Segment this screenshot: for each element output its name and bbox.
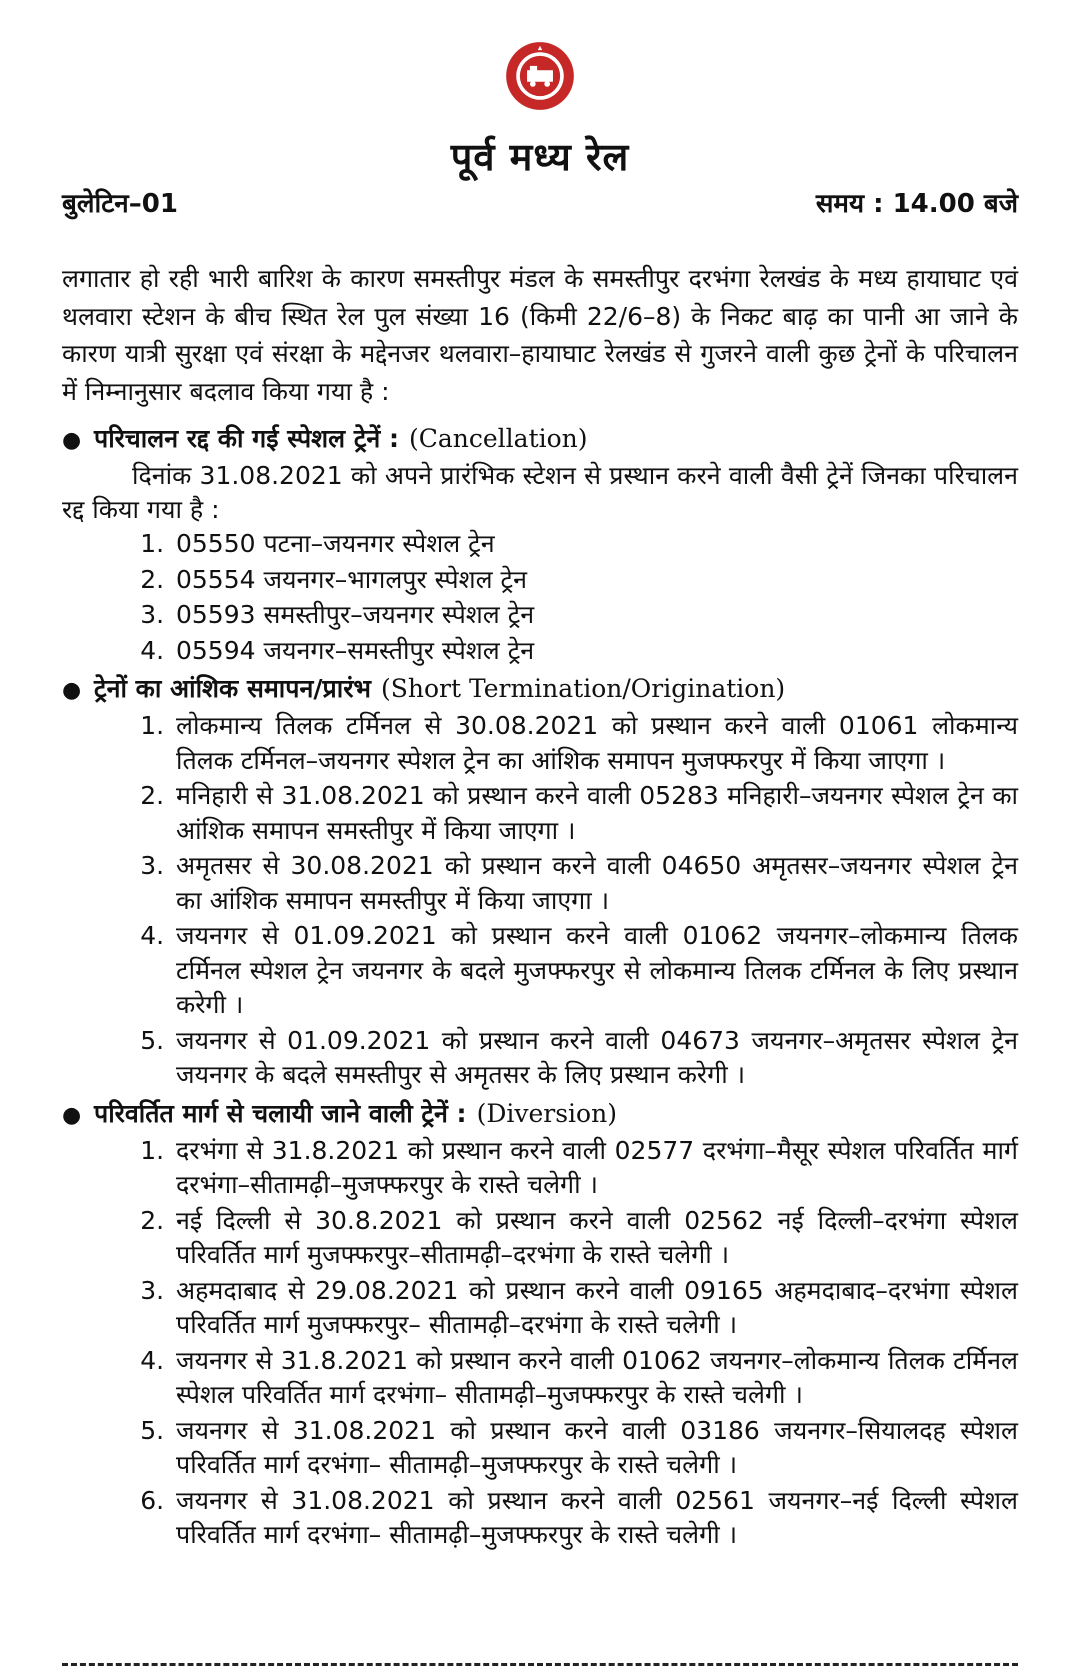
- bottom-divider: [62, 1663, 1018, 1666]
- bulletin-number: बुलेटिन–01: [62, 189, 178, 219]
- cancellation-paragraph: दिनांक 31.08.2021 को अपने प्रारंभिक स्टेशन से प्रस्थान करने वाली वैसी ट्रेनें जिनका परिचालन रद्द किया गया है :: [62, 461, 1018, 524]
- intro-paragraph: लगातार हो रही भारी बारिश के कारण समस्तीपुर मंडल के समस्तीपुर दरभंगा रेलखंड के मध्य हायाघाट एवं थलवारा स्टेशन के बीच स्थित रेल पुल संख्या 16 (किमी 22/6–8) के निकट बाढ़ का पानी आ जाने के कारण यात्री सुरक्षा एवं संरक्षा के मद्देनजर थलवारा–हायाघाट रेलखंड से गुजरने वाली कुछ ट्रेनों के परिचालन में निम्नानुसार बदलाव किया गया है :: [62, 264, 1018, 406]
- short-termination-heading-en: (Short Termination/Origination): [381, 674, 786, 703]
- list-item: 2. मनिहारी से 31.08.2021 को प्रस्थान करने वाली 05283 मनिहारी–जयनगर स्पेशल ट्रेन का आंशिक समापन समस्तीपुर में किया जाएगा ।: [172, 779, 1018, 848]
- short-termination-list: [62, 709, 1018, 1093]
- cancellation-heading-en: (Cancellation): [409, 424, 588, 453]
- short-termination-section: [62, 670, 1018, 1093]
- diversion-section: [62, 1095, 1018, 1553]
- list-item: 3. अहमदाबाद से 29.08.2021 को प्रस्थान करने वाली 09165 अहमदाबाद–दरभंगा स्पेशल परिवर्तित मार्ग मुजफ्फरपुर– सीतामढ़ी–दरभंगा के रास्ते चलेगी ।: [172, 1274, 1018, 1343]
- bulletin-time: समय : 14.00 बजे: [815, 189, 1018, 219]
- bullet-icon: ●: [62, 428, 82, 453]
- cancellation-heading: [62, 420, 1018, 459]
- list-item: 3. अमृतसर से 30.08.2021 को प्रस्थान करने वाली 04650 अमृतसर–जयनगर स्पेशल ट्रेन का आंशिक समापन समस्तीपुर में किया जाएगा ।: [172, 849, 1018, 918]
- list-item: 5. जयनगर से 01.09.2021 को प्रस्थान करने वाली 04673 जयनगर–अमृतसर स्पेशल ट्रेन जयनगर के बदले समस्तीपुर से अमृतसर के लिए प्रस्थान करेगी ।: [172, 1024, 1018, 1093]
- bulletin-meta-row: [62, 184, 1018, 220]
- bullet-icon: ●: [62, 678, 82, 703]
- logo-container: [62, 40, 1018, 112]
- organization-title: पूर्व मध्य रेल: [450, 135, 630, 179]
- bullet-icon: ●: [62, 1102, 82, 1128]
- list-item: 3. 05593 समस्तीपुर–जयनगर स्पेशल ट्रेन: [172, 598, 1018, 633]
- list-item: 2. नई दिल्ली से 30.8.2021 को प्रस्थान करने वाली 02562 नई दिल्ली–दरभंगा स्पेशल परिवर्तित मार्ग मुजफ्फरपुर–सीतामढ़ी–दरभंगा के रास्ते चलेगी ।: [172, 1204, 1018, 1273]
- list-item: 4. जयनगर से 31.8.2021 को प्रस्थान करने वाली 01062 जयनगर–लोकमान्य तिलक टर्मिनल स्पेशल परिवर्तित मार्ग दरभंगा– सीतामढ़ी–मुजफ्फरपुर के रास्ते चलेगी ।: [172, 1344, 1018, 1413]
- short-termination-heading-hi: ट्रेनों का आंशिक समापन/प्रारंभ: [94, 674, 371, 703]
- cancellation-section: [62, 420, 1018, 668]
- cancellation-list: [62, 527, 1018, 668]
- diversion-heading: [62, 1095, 1018, 1134]
- list-item: 5. जयनगर से 31.08.2021 को प्रस्थान करने वाली 03186 जयनगर–सियालदह स्पेशल परिवर्तित मार्ग दरभंगा– सीतामढ़ी–मुजफ्फरपुर के रास्ते चलेगी ।: [172, 1414, 1018, 1483]
- list-item: 4. 05594 जयनगर–समस्तीपुर स्पेशल ट्रेन: [172, 634, 1018, 669]
- diversion-heading-hi: परिवर्तित मार्ग से चलायी जाने वाली ट्रेनें :: [94, 1098, 467, 1128]
- diversion-list: [62, 1134, 1018, 1553]
- list-item: 6. जयनगर से 31.08.2021 को प्रस्थान करने वाली 02561 जयनगर–नई दिल्ली स्पेशल परिवर्तित मार्ग दरभंगा– सीतामढ़ी–मुजफ्फरपुर के रास्ते चलेगी ।: [172, 1484, 1018, 1553]
- short-termination-heading: [62, 670, 1018, 709]
- list-item: 4. जयनगर से 01.09.2021 को प्रस्थान करने वाली 01062 जयनगर–लोकमान्य तिलक टर्मिनल स्पेशल ट्रेन जयनगर के बदले मुजफ्फरपुर से लोकमान्य तिलक टर्मिनल के लिए प्रस्थान करेगी ।: [172, 919, 1018, 1023]
- indian-railways-emblem-icon: [504, 40, 576, 112]
- list-item: 1. दरभंगा से 31.8.2021 को प्रस्थान करने वाली 02577 दरभंगा–मैसूर स्पेशल परिवर्तित मार्ग दरभंगा–सीतामढ़ी–मुजफ्फरपुर के रास्ते चलेगी ।: [172, 1134, 1018, 1203]
- diversion-heading-en: (Diversion): [476, 1098, 617, 1128]
- list-item: 1. लोकमान्य तिलक टर्मिनल से 30.08.2021 को प्रस्थान करने वाली 01061 लोकमान्य तिलक टर्मिनल–जयनगर स्पेशल ट्रेन का आंशिक समापन मुजफ्फरपुर में किया जाएगा ।: [172, 709, 1018, 778]
- cancellation-heading-hi: परिचालन रद्द की गई स्पेशल ट्रेनें :: [94, 424, 399, 453]
- list-item: 2. 05554 जयनगर–भागलपुर स्पेशल ट्रेन: [172, 563, 1018, 598]
- list-item: 1. 05550 पटना–जयनगर स्पेशल ट्रेन: [172, 527, 1018, 562]
